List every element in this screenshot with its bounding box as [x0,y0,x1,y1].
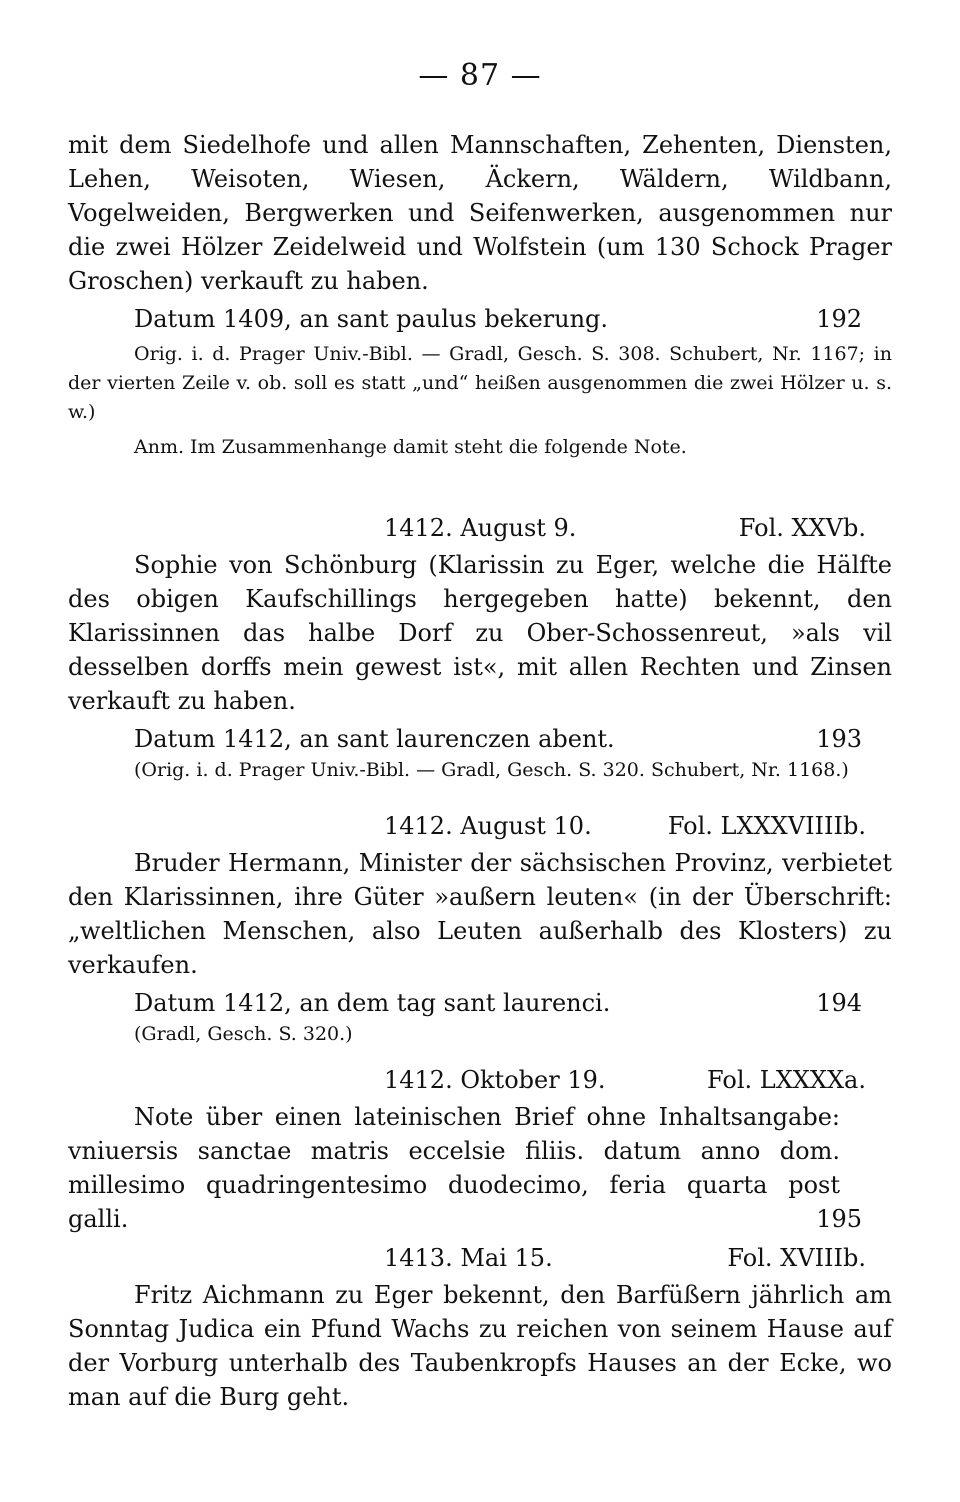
entry-194 [68,806,892,1049]
entry-192-continuation [68,128,892,462]
datum-line [68,986,892,1020]
entry-header [68,806,892,846]
entry-number: 195 [816,1205,862,1233]
page-number: — 87 — [418,58,542,93]
folio-reference: Fol. LXXXVIIIIb. [667,812,866,840]
entry-text [68,1100,892,1236]
entry-header [68,1238,892,1278]
entry-text-body: Note über einen lateinischen Brief ohne Inhaltsangabe: vniuersis sanctae matris eccelsie filiis. datum anno dom. millesimo quadringentesimo duodecimo, feria quarta post galli. [68,1103,840,1233]
entry-text: mit dem Siedelhofe und allen Mannschaften, Zehenten, Diensten, Lehen, Weisoten, Wiesen, Äckern, Wäldern, Wildbann, Vogelweiden, Bergwerken und Seifenwerken, ausgenommen nur die zwei Hölzer Zeidelweid und Wolfstein (um 130 Schock Prager Groschen) verkauft zu haben. [68,131,892,295]
entry-196 [68,1238,892,1414]
entry-header [68,1060,892,1100]
entry-date: 1412. August 10. [384,812,592,840]
entry-date: 1412. August 9. [384,514,577,542]
entry-number: 194 [816,989,862,1017]
folio-reference: Fol. XXVb. [738,514,866,542]
entry-date: 1413. Mai 15. [384,1244,553,1272]
datum-text: Datum 1412, an dem tag sant laurenci. [134,989,611,1017]
remark-note: Anm. Im Zusammenhange damit steht die folgende Note. [134,436,687,458]
folio-reference: Fol. LXXXXa. [707,1066,866,1094]
entry-number: 192 [816,305,862,333]
entry-text: Bruder Hermann, Minister der sächsischen Provinz, verbietet den Klarissinnen, ihre Güter »außern leuten« (in der Überschrift: „weltlichen Menschen, also Leuten außerhalb des Klosters) zu verkaufen. [68,849,892,979]
entry-193 [68,508,892,785]
folio-reference: Fol. XVIIIb. [727,1244,866,1272]
entry-195 [68,1060,892,1236]
entry-text: Fritz Aichmann zu Eger bekennt, den Barfüßern jährlich am Sonntag Judica ein Pfund Wachs zu reichen von seinem Hause auf der Vorburg unterhalb des Taubenkropfs Hauses an der Ecke, wo man auf die Burg geht. [68,1281,892,1411]
entry-date: 1412. Oktober 19. [384,1066,606,1094]
entry-number: 193 [816,725,862,753]
entry-header [68,508,892,548]
source-note: (Gradl, Gesch. S. 320.) [134,1023,353,1045]
source-note: Orig. i. d. Prager Univ.-Bibl. — Gradl, Gesch. S. 308. Schubert, Nr. 1167; in der vierten Zeile v. ob. soll es statt „und“ heißen ausgenommen die zwei Hölzer u. s. w.) [68,343,892,423]
datum-text: Datum 1409, an sant paulus bekerung. [134,305,609,333]
datum-text: Datum 1412, an sant laurenczen abent. [134,725,615,753]
entry-text: Sophie von Schönburg (Klarissin zu Eger, welche die Hälfte des obigen Kaufschillings hergegeben hatte) bekennt, den Klarissinnen das halbe Dorf zu Ober-Schossenreut, »als vil desselben dorffs mein gewest ist«, mit allen Rechten und Zinsen verkauft zu haben. [68,551,892,715]
datum-line [68,722,892,756]
datum-line [68,302,892,336]
source-note: (Orig. i. d. Prager Univ.-Bibl. — Gradl, Gesch. S. 320. Schubert, Nr. 1168.) [134,759,849,781]
